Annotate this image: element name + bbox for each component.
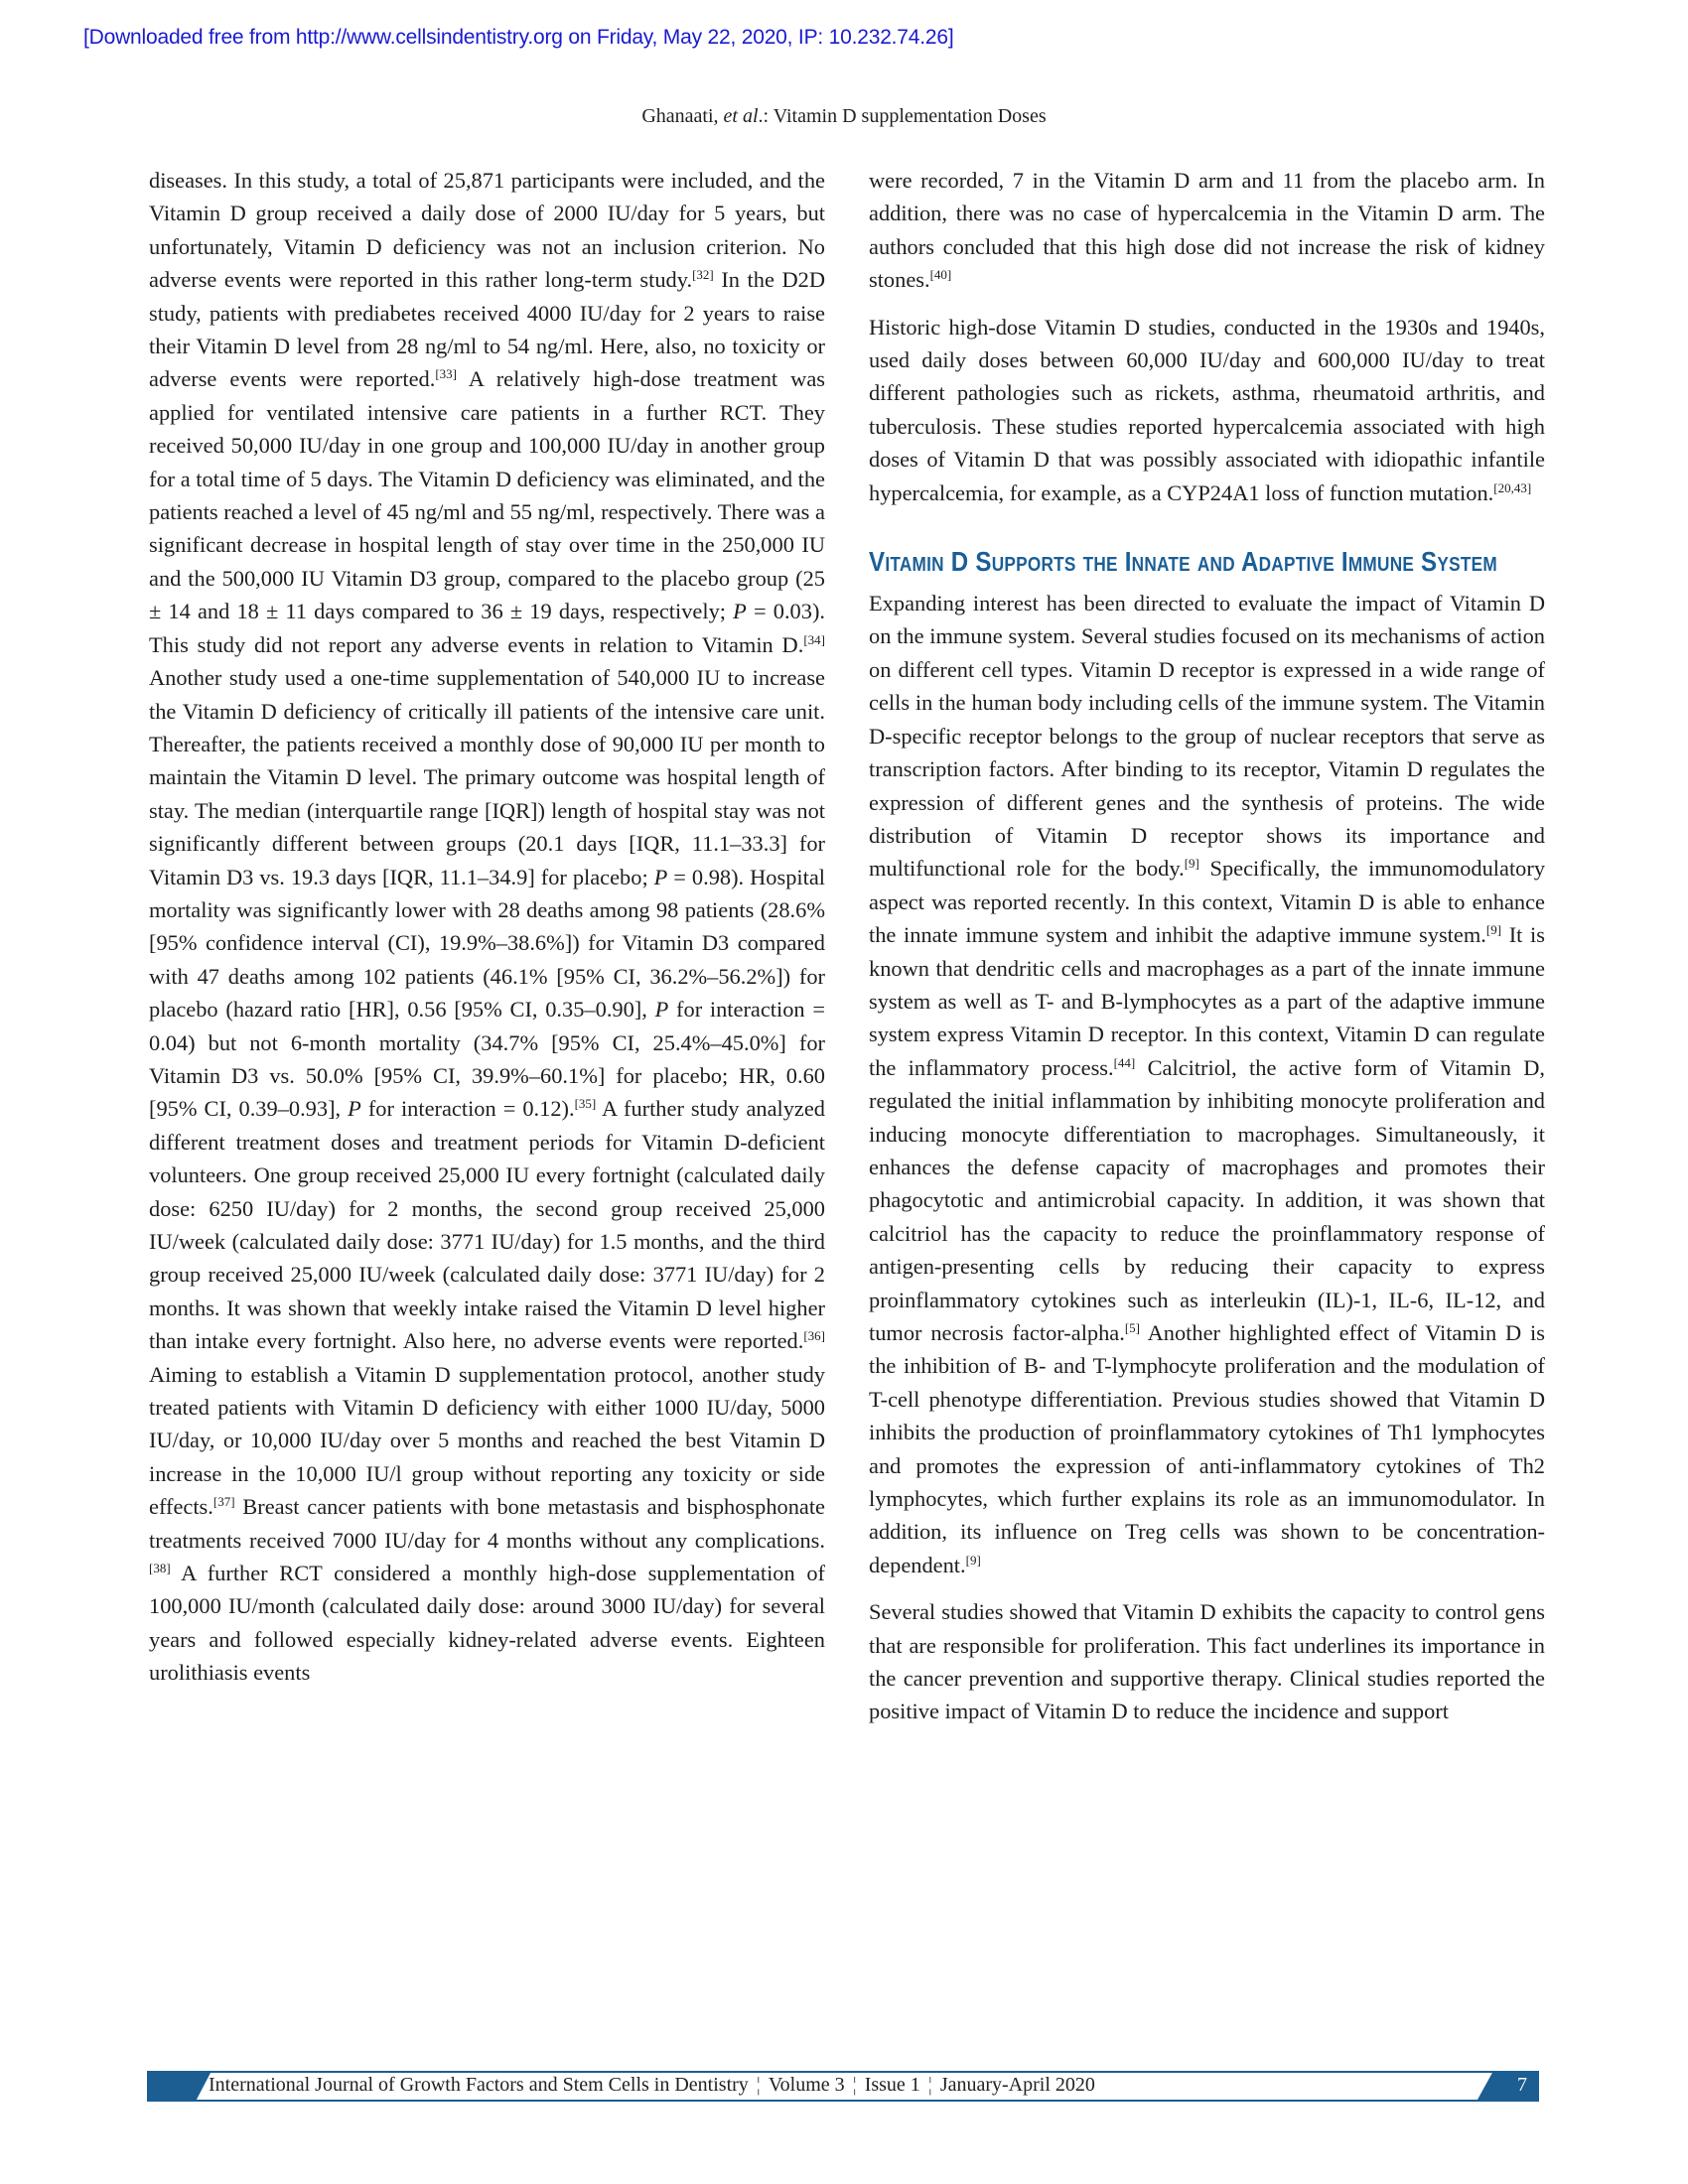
running-head-author: Ghanaati, xyxy=(641,105,724,127)
right-column xyxy=(869,164,1545,1728)
text-run: = 0.98). Hospital mortality was significantly lower with 28 deaths among 98 patients (28.6% [95% confidence interval (CI), 19.9%–38.6%]) for Vitamin D3 compared with 47 deaths among 102 patients (46.1% [95% CI, 36.2%–56.2%]) for placebo (hazard ratio [HR], 0.56 [95% CI, 0.35–0.90], xyxy=(149,864,825,1023)
footer-volume: Volume 3 xyxy=(768,2074,845,2096)
text-run: It is known that dendritic cells and macrophages as a part of the innate immune system as well as T- and B-lymphocytes as a part of the adaptive immune system express Vitamin D receptor. In this context, Vitamin D can regulate the inflammatory process. xyxy=(869,922,1545,1080)
text-run: Breast cancer patients with bone metastasis and bisphosphonate treatments received 7000 IU/day for 4 months without any complications. xyxy=(149,1494,825,1553)
body-paragraph xyxy=(869,164,1545,297)
citation-ref[interactable]: [38] xyxy=(149,1561,171,1576)
section-heading: Vitamin D Supports the Innate and Adaptive Immune System xyxy=(869,546,1497,578)
citation-ref[interactable]: [32] xyxy=(692,267,714,283)
citation-ref[interactable]: [40] xyxy=(929,267,952,283)
italic-symbol: P xyxy=(654,997,669,1023)
citation-ref[interactable]: [5] xyxy=(1124,1320,1141,1335)
right-column-intro xyxy=(869,164,1545,509)
body-paragraph xyxy=(869,587,1545,1581)
running-head-etal: et al xyxy=(723,105,759,127)
text-run: for interaction = 0.04) but not 6-month mortality (34.7% [95% CI, 25.4%–45.0%] for Vitamin D3 vs. 50.0% [95% CI, 39.9%–60.1%] for placebo; HR, 0.60 [95% CI, 0.39–0.93], xyxy=(149,997,825,1122)
citation-ref[interactable]: [34] xyxy=(803,631,825,647)
footer-issue: Issue 1 xyxy=(864,2074,920,2096)
page-footer xyxy=(147,2071,1539,2102)
footer-journal: International Journal of Growth Factors and Stem Cells in Dentistry xyxy=(209,2074,749,2096)
italic-symbol: P xyxy=(348,1096,361,1122)
page-number: 7 xyxy=(1517,2074,1527,2096)
running-head xyxy=(0,105,1688,128)
footer-separator: ¦ xyxy=(756,2074,761,2096)
footer-date: January-April 2020 xyxy=(939,2074,1095,2096)
text-run: Aiming to establish a Vitamin D supplementation protocol, another study treated patients with Vitamin D deficiency with either 1000 IU/day, 5000 IU/day, or 10,000 IU/day over 5 months and reached the best Vitamin D increase in the 10,000 IU/l group without reporting any toxicity or side effects. xyxy=(149,1361,825,1520)
text-run: Expanding interest has been directed to evaluate the impact of Vitamin D on the immune system. Several studies focused on its mechanisms of action on different cell types. Vitamin D receptor is expressed in a wide range of cells in the human body including cells of the immune system. The Vitamin D-specific receptor belongs to the group of nuclear receptors that serve as transcription factors. After binding to its receptor, Vitamin D regulates the expression of different genes and the synthesis of proteins. The wide distribution of Vitamin D receptor shows its importance and multifunctional role for the body. xyxy=(869,591,1545,882)
footer-separator: ¦ xyxy=(927,2074,932,2096)
citation-ref[interactable]: [33] xyxy=(435,366,457,382)
text-run: A further study analyzed different treatment doses and treatment periods for Vitamin D-deficient volunteers. One group received 25,000 IU every fortnight (calculated daily dose: 6250 IU/day) for 2 months, the second group received 25,000 IU/week (calculated daily dose: 3771 IU/day) for 1.5 months, and the third group received 25,000 IU/week (calculated daily dose: 3771 IU/day) for 2 months. It was shown that weekly intake raised the Vitamin D level higher than intake every fortnight. Also here, no adverse events were reported. xyxy=(149,1096,825,1354)
footer-separator: ¦ xyxy=(852,2074,857,2096)
body-paragraph xyxy=(149,164,825,1690)
italic-symbol: P xyxy=(653,864,668,889)
text-run: A further RCT considered a monthly high-dose supplementation of 100,000 IU/month (calculated daily dose: around 3000 IU/day) for several years and followed especially kidney-related adverse events. Eighteen urolithiasis events xyxy=(149,1561,825,1686)
body-paragraph xyxy=(869,1595,1545,1728)
text-run: A relatively high-dose treatment was applied for ventilated intensive care patients in a further RCT. They received 50,000 IU/day in one group and 100,000 IU/day in another group for a total time of 5 days. The Vitamin D deficiency was eliminated, and the patients reached a level of 45 ng/ml and 55 ng/ml, respectively. There was a significant decrease in hospital length of stay over time in the 250,000 IU and the 500,000 IU Vitamin D3 group, compared to the placebo group (25 ± 14 and 18 ± 11 days compared to 36 ± 19 days, respectively; xyxy=(149,366,825,624)
citation-ref[interactable]: [9] xyxy=(965,1552,981,1568)
text-run: Another highlighted effect of Vitamin D is the inhibition of B- and T-lymphocyte proliferation and the modulation of T-cell phenotype differentiation. Previous studies showed that Vitamin D inhibits the production of proinflammatory cytokines of Th1 lymphocytes and promotes the expression of anti-inflammatory cytokines of Th2 lymphocytes, which further explains its role as an immunomodulator. In addition, its influence on Treg cells was shown to be concentration-dependent. xyxy=(869,1320,1545,1577)
text-run: diseases. In this study, a total of 25,871 participants were included, and the Vitamin D group received a daily dose of 2000 IU/day for 5 years, but unfortunately, Vitamin D deficiency was not an inclusion criterion. No adverse events were reported in this rather long-term study. xyxy=(149,168,825,293)
footer-left-accent xyxy=(147,2073,211,2100)
citation-ref[interactable]: [9] xyxy=(1184,856,1199,872)
text-run: In the D2D study, patients with prediabetes received 4000 IU/day for 2 years to raise their Vitamin D level from 28 ng/ml to 54 ng/ml. Here, also, no toxicity or adverse events were reported. xyxy=(149,267,825,392)
text-run: Specifically, the immunomodulatory aspect was reported recently. In this context, Vitamin D is able to enhance the innate immune system and inhibit the adaptive immune system. xyxy=(869,856,1546,948)
text-run: for interaction = 0.12). xyxy=(360,1096,575,1122)
citation-ref[interactable]: [20,43] xyxy=(1493,479,1532,495)
citation-ref[interactable]: [9] xyxy=(1485,922,1502,938)
text-run: Another study used a one-time supplementation of 540,000 IU to increase the Vitamin D deficiency of critically ill patients of the intensive care unit. Thereafter, the patients received a monthly dose of 90,000 IU per month to maintain the Vitamin D level. The primary outcome was hospital length of stay. The median (interquartile range [IQR]) length of hospital stay was not significantly different between groups (20.1 days [IQR, 11.1–33.3] for Vitamin D3 vs. 19.3 days [IQR, 11.1–34.9] for placebo; xyxy=(149,665,825,889)
text-run: Historic high-dose Vitamin D studies, conducted in the 1930s and 1940s, used daily doses between 60,000 IU/day and 600,000 IU/day to treat different pathologies such as rickets, asthma, rheumatoid arthritis, and tuberculosis. These studies reported hypercalcemia associated with high doses of Vitamin D that was possibly associated with idiopathic infantile hypercalcemia, for example, as a CYP24A1 loss of function mutation. xyxy=(869,314,1545,505)
body-paragraph xyxy=(869,311,1545,509)
footer-journal-info xyxy=(209,2074,1095,2097)
citation-ref[interactable]: [37] xyxy=(212,1494,235,1510)
citation-ref[interactable]: [36] xyxy=(803,1328,825,1344)
running-head-title: .: Vitamin D supplementation Doses xyxy=(758,105,1047,127)
left-column xyxy=(149,164,825,1690)
text-run: were recorded, 7 in the Vitamin D arm and 11 from the placebo arm. In addition, there was no case of hypercalcemia in the Vitamin D arm. The authors concluded that this high dose did not increase the risk of kidney stones. xyxy=(869,168,1545,293)
text-run: Several studies showed that Vitamin D exhibits the capacity to control gens that are responsible for proliferation. This fact underlines its importance in the cancer prevention and supportive therapy. Clinical studies reported the positive impact of Vitamin D to reduce the incidence and support xyxy=(869,1599,1545,1724)
text-run: = 0.03). This study did not report any adverse events in relation to Vitamin D. xyxy=(149,599,826,657)
italic-symbol: P xyxy=(733,599,747,624)
download-banner[interactable]: [Downloaded free from http://www.cellsindentistry.org on Friday, May 22, 2020, IP: 10.232.74.26] xyxy=(83,26,954,49)
citation-ref[interactable]: [44] xyxy=(1113,1054,1136,1070)
text-run: Calcitriol, the active form of Vitamin D, regulated the initial inflammation by inhibiting monocyte proliferation and inducing monocyte differentiation to macrophages. Simultaneously, it enhances the defense capacity of macrophages and promotes their phagocytotic and antimicrobial capacity. In addition, it was shown that calcitriol has the capacity to reduce the proinflammatory response of antigen-presenting cells by reducing their capacity to express proinflammatory cytokines such as interleukin (IL)-1, IL-6, IL-12, and tumor necrosis factor-alpha. xyxy=(869,1054,1545,1345)
right-column-body xyxy=(869,587,1545,1728)
footer-right-accent xyxy=(1477,2073,1539,2100)
citation-ref[interactable]: [35] xyxy=(574,1096,597,1112)
